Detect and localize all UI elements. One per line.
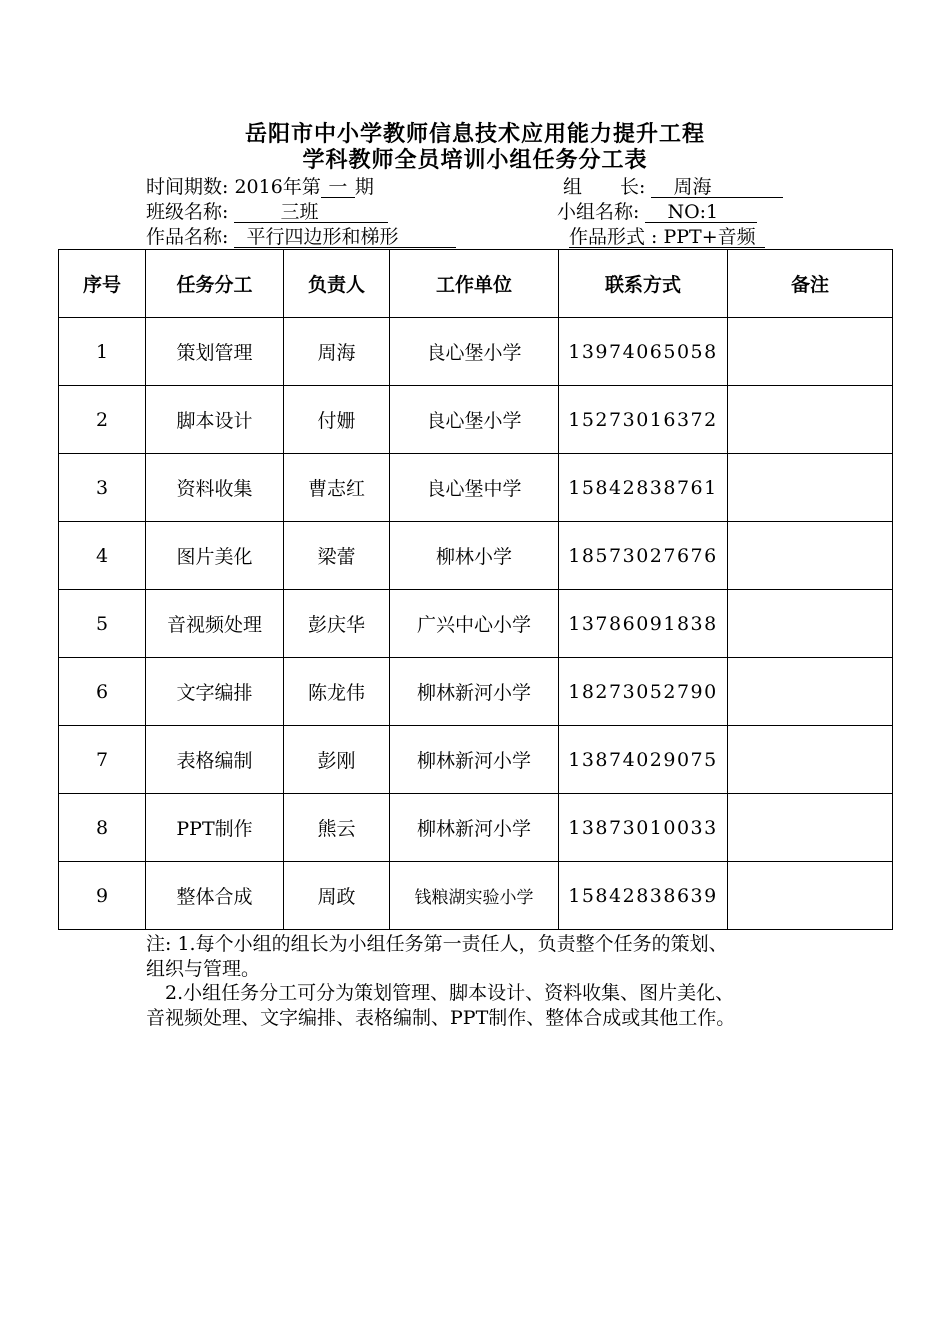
cell-unit: 良心堡小学 (390, 386, 559, 454)
form-label: 作品形式 (569, 226, 646, 248)
header-task: 任务分工 (146, 250, 284, 318)
cell-owner: 周政 (284, 862, 390, 930)
note-line: 音视频处理、文字编排、表格编制、PPT制作、整体合成或其他工作。 (146, 1006, 736, 1029)
cell-unit: 良心堡中学 (390, 454, 559, 522)
cell-index: 3 (59, 454, 146, 522)
cell-contact: 13786091838 (559, 590, 728, 658)
cell-contact: 15842838639 (559, 862, 728, 930)
form-value: : PPT+音频 (645, 227, 765, 248)
cell-unit: 柳林新河小学 (390, 794, 559, 862)
cell-owner: 熊云 (284, 794, 390, 862)
cell-owner: 陈龙伟 (284, 658, 390, 726)
table-header-row (59, 250, 893, 318)
group-field (557, 200, 757, 224)
cell-contact: 18273052790 (559, 658, 728, 726)
header-contact: 联系方式 (559, 250, 728, 318)
cell-contact: 13874029075 (559, 726, 728, 794)
table-row (59, 862, 893, 930)
cell-contact: 15842838761 (559, 454, 728, 522)
notes-section (146, 932, 846, 1030)
cell-index: 6 (59, 658, 146, 726)
cell-remark (728, 318, 893, 386)
note-line: 组织与管理。 (146, 957, 261, 980)
cell-index: 9 (59, 862, 146, 930)
header-remark: 备注 (728, 250, 893, 318)
table-row (59, 726, 893, 794)
cell-owner: 梁蕾 (284, 522, 390, 590)
cell-index: 2 (59, 386, 146, 454)
cell-task: 文字编排 (146, 658, 284, 726)
cell-task: 资料收集 (146, 454, 284, 522)
period-value: 一 (321, 177, 355, 198)
cell-owner: 付姗 (284, 386, 390, 454)
table-row (59, 318, 893, 386)
class-field (146, 200, 388, 224)
cell-remark (728, 522, 893, 590)
group-value: NO:1 (645, 202, 757, 223)
cell-task: 音视频处理 (146, 590, 284, 658)
cell-unit: 柳林小学 (390, 522, 559, 590)
cell-remark (728, 726, 893, 794)
cell-owner: 彭刚 (284, 726, 390, 794)
note-line: 2.小组任务分工可分为策划管理、脚本设计、资料收集、图片美化、 (146, 982, 735, 1004)
work-label: 作品名称: (146, 226, 229, 248)
document-title-line1: 岳阳市中小学教师信息技术应用能力提升工程 (244, 121, 705, 147)
period-year: 2016 (234, 176, 283, 198)
document-title-line2: 学科教师全员培训小组任务分工表 (302, 147, 648, 173)
header-unit: 工作单位 (390, 250, 559, 318)
form-field (569, 225, 765, 249)
table-row (59, 522, 893, 590)
period-suffix: 期 (354, 176, 374, 198)
cell-task: 策划管理 (146, 318, 284, 386)
cell-unit: 良心堡小学 (390, 318, 559, 386)
cell-contact: 18573027676 (559, 522, 728, 590)
cell-index: 5 (59, 590, 146, 658)
task-table (58, 249, 893, 930)
period-label: 时间期数: (146, 176, 229, 198)
cell-index: 7 (59, 726, 146, 794)
cell-remark (728, 862, 893, 930)
cell-task: PPT制作 (146, 794, 284, 862)
table-row (59, 794, 893, 862)
cell-index: 8 (59, 794, 146, 862)
cell-remark (728, 794, 893, 862)
period-mid: 年第 (282, 176, 321, 198)
period-field (146, 175, 374, 199)
cell-unit: 广兴中心小学 (390, 590, 559, 658)
cell-remark (728, 658, 893, 726)
cell-task: 图片美化 (146, 522, 284, 590)
class-value: 三班 (234, 202, 388, 223)
header-index: 序号 (59, 250, 146, 318)
group-label: 小组名称: (557, 201, 640, 223)
cell-index: 1 (59, 318, 146, 386)
note-line: 注: 1.每个小组的组长为小组任务第一责任人，负责整个任务的策划、 (146, 933, 728, 955)
header-owner: 负责人 (284, 250, 390, 318)
cell-unit: 钱粮湖实验小学 (390, 862, 559, 930)
cell-owner: 周海 (284, 318, 390, 386)
cell-unit: 柳林新河小学 (390, 658, 559, 726)
work-field (146, 225, 456, 249)
cell-task: 整体合成 (146, 862, 284, 930)
cell-contact: 13873010033 (559, 794, 728, 862)
cell-task: 脚本设计 (146, 386, 284, 454)
cell-owner: 彭庆华 (284, 590, 390, 658)
table-row (59, 590, 893, 658)
table-row (59, 454, 893, 522)
cell-remark (728, 590, 893, 658)
cell-contact: 15273016372 (559, 386, 728, 454)
cell-owner: 曹志红 (284, 454, 390, 522)
cell-contact: 13974065058 (559, 318, 728, 386)
table-row (59, 658, 893, 726)
leader-field (563, 175, 783, 199)
table-row (59, 386, 893, 454)
leader-label: 组 长: (563, 176, 646, 198)
cell-task: 表格编制 (146, 726, 284, 794)
cell-remark (728, 454, 893, 522)
cell-remark (728, 386, 893, 454)
cell-unit: 柳林新河小学 (390, 726, 559, 794)
leader-value: 周海 (651, 177, 783, 198)
work-value: 平行四边形和梯形 (234, 227, 456, 248)
cell-index: 4 (59, 522, 146, 590)
class-label: 班级名称: (146, 201, 229, 223)
